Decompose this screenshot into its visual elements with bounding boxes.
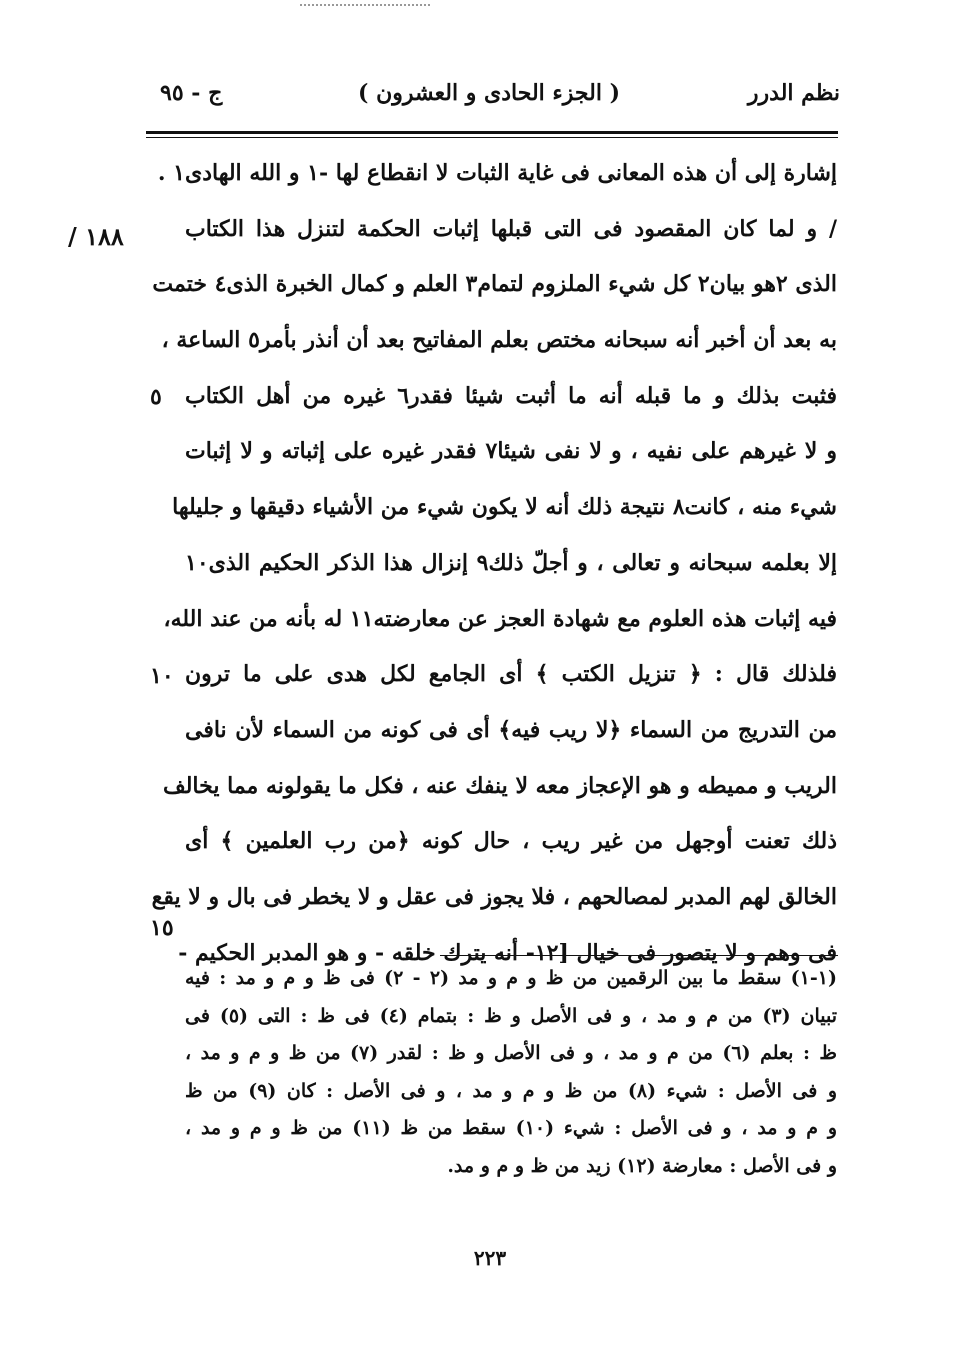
text-line: فثبت بذلك و ما قبله أنه ما أثبت شيئا فقدر٦ غيره من أهل الكتاب bbox=[185, 382, 837, 409]
line-number-15: ١٥ bbox=[150, 915, 174, 941]
text-line: فلذلك قال : ﴿ تنزيل الكتب ﴾ أى الجامع لكل هدى على ما ترون bbox=[185, 661, 837, 688]
text-line: به بعد أن أخبر أنه سبحانه مختص بعلم المفاتيح بعد أن أنذر بأمر٥ الساعة ، bbox=[161, 327, 837, 354]
footnote-line: ظ : بعلم (٦) من م و مد ، و فى الأصل و ظ : لقدر (٧) من ظ و م و مد ، bbox=[185, 1042, 838, 1064]
text-line: / و لما كان المقصود فى التى قبلها إثبات الحكمة لتنزل هذا الكتاب bbox=[185, 215, 837, 242]
text-line: فيه إثبات هذه العلوم مع شهادة العجز عن معارضته١١ له بأنه من عند الله، bbox=[163, 605, 837, 632]
footnotes bbox=[185, 960, 837, 1185]
text-line: من التدريج من السماء ﴿لا ريب فيه﴾ أى فى كونه من السماء لأن نافى bbox=[185, 716, 837, 743]
line-number-10: ١٠ bbox=[150, 663, 174, 689]
footnote-line: تبيان (٣) من م و مد ، و فى الأصل و ظ : بتمام (٤) فى ظ : التى (٥) فى bbox=[185, 1004, 837, 1027]
header-rule-thin bbox=[146, 137, 838, 138]
footnote-line: (١-١) سقط ما بين الرقمين من ظ و م و مد (٢ - ٢) فى ظ و م و مد : فيه bbox=[185, 967, 837, 989]
line-number-5: ٥ bbox=[150, 384, 162, 410]
top-dotted-mark bbox=[300, 4, 430, 6]
header-rule-thick bbox=[146, 131, 838, 134]
part-title: ( الجزء الحادى و العشرون ) bbox=[358, 80, 620, 106]
footnote-line: و فى الأصل : شيء (٨) من ظ و م و مد ، و فى الأصل : كان (٩) من ظ bbox=[185, 1079, 837, 1102]
volume-reference: ج - ٩٥ bbox=[160, 80, 223, 106]
text-line: الخالق لهم المدبر لمصالحهم ، فلا يجوز فى عقل و لا يخطر فى بال و لا يقع bbox=[151, 883, 837, 910]
margin-reference: ١٨٨ / bbox=[68, 222, 124, 251]
text-line: شيء منه ، كانت٨ نتيجة ذلك أنه لا يكون شيء من الأشياء دقيقها و جليلها bbox=[172, 494, 837, 521]
text-line: إلا بعلمه سبحانه و تعالى ، و أجلّ ذلك٩ إنزال هذا الذكر الحكيم الذى١٠ bbox=[185, 549, 837, 576]
running-header bbox=[160, 80, 840, 120]
text-line: فى وهم و لا يتصور فى خيال [١٢- أنه يترك خلقه - و هو المدبر الحكيم - bbox=[178, 939, 837, 966]
footnote-rule bbox=[440, 955, 838, 956]
page-number: ٢٢٣ bbox=[473, 1246, 507, 1270]
book-title: نظم الدرر bbox=[747, 80, 840, 106]
footnote-line: و فى الأصل : معارضة (١٢) زيد من ظ و م و مد. bbox=[447, 1154, 837, 1177]
text-line: ذلك تعنت أوجهل من غير ريب ، حال كونه ﴿من رب العلمين ﴾ أى bbox=[185, 828, 837, 855]
text-line: الريب و مميطه و هو الإعجاز معه لا ينفك عنه ، فكل ما يقولونه مما يخالف bbox=[162, 772, 837, 799]
text-line: إشارة إلى أن هذه المعانى فى غاية الثبات لا انقطاع لها -١ و الله الهادى١ . bbox=[157, 160, 837, 186]
footnote-line: و م و مد ، و فى الأصل : شيء (١٠) سقط من ظ (١١) من ظ و م و مد ، bbox=[185, 1117, 838, 1139]
text-line: و لا غيرهم على نفيه ، و لا نفى شيئا٧ فقدر غيره على إثباته و لا إثبات bbox=[185, 438, 837, 465]
text-line: الذى ٢هو بيان٢ كل شيء الملزوم لتمام٣ العلم و كمال الخبرة الذى٤ ختمت bbox=[152, 271, 837, 298]
